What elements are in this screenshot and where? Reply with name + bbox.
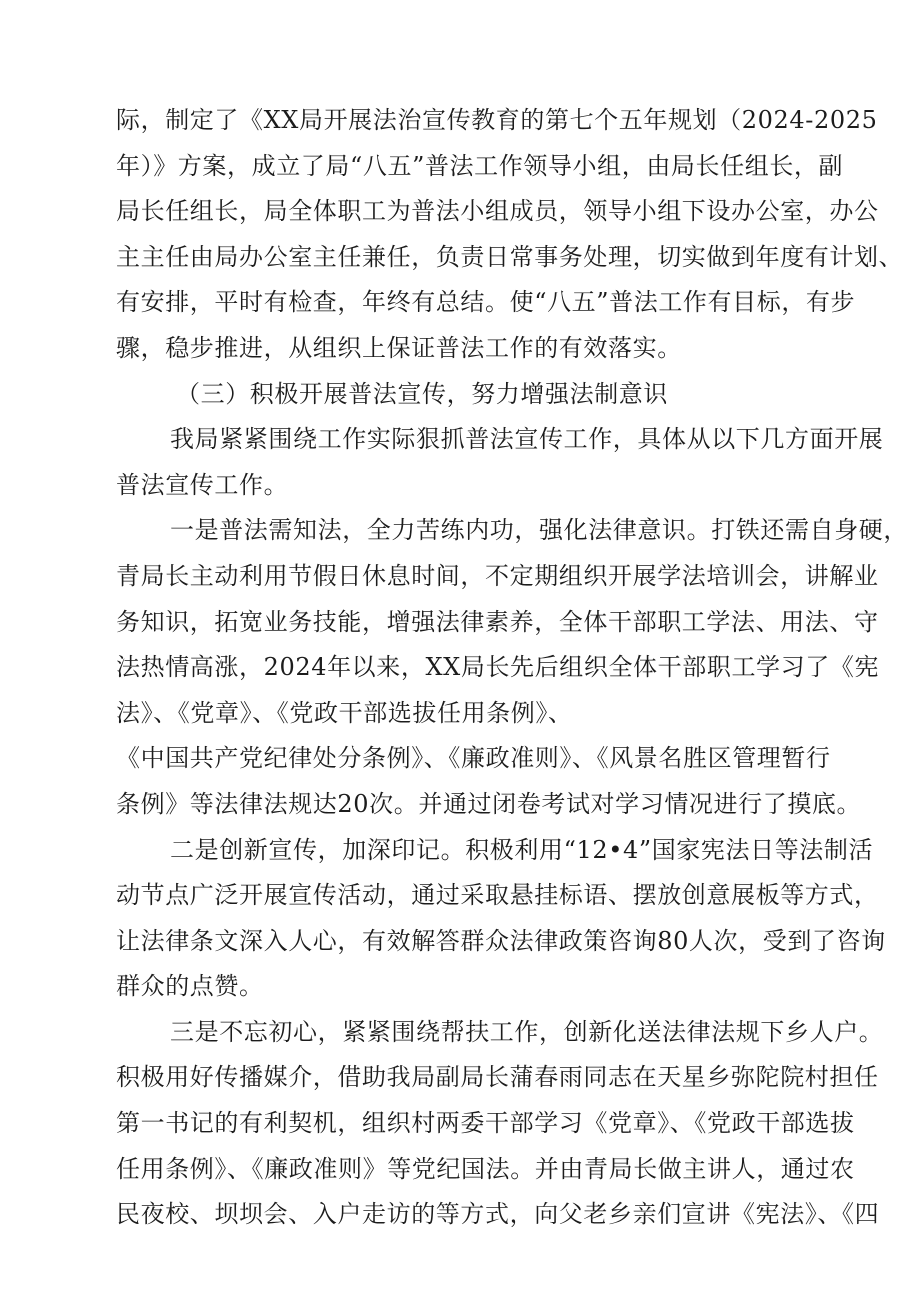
- text-line: 第一书记的有利契机，组织村两委干部学习《党章》、《党政干部选拔: [116, 1109, 855, 1138]
- text-line: 积极用好传播媒介，借助我局副局长蒲春雨同志在天星乡弥陀院村担任: [116, 1063, 879, 1092]
- text-line: 民夜校、坝坝会、入户走访的等方式，向父老乡亲们宣讲《宪法》、《四: [116, 1200, 880, 1229]
- text-line: 一是普法需知法，全力苦练内功，强化法律意识。打铁还需自身硬，: [170, 516, 908, 545]
- text-line: 任用条例》、《廉政准则》等党纪国法。并由青局长做主讲人，通过农: [116, 1154, 855, 1183]
- text-line: 动节点广泛开展宣传活动，通过采取悬挂标语、摆放创意展板等方式，: [116, 881, 879, 910]
- section-heading: （三）积极开展普法宣传，努力增强法制意识: [176, 379, 668, 408]
- text-line: 年）》方案，成立了局“八五”普法工作领导小组，由局长任组长，副: [116, 151, 844, 180]
- text-line: 法热情高涨，2024年以来，XX局长先后组织全体干部职工学习了《宪: [116, 653, 880, 682]
- text-line: 《中国共产党纪律处分条例》、《廉政准则》、《风景名胜区管理暂行: [116, 744, 831, 773]
- text-line: 际，制定了《XX局开展法治宣传教育的第七个五年规划（2024-2025: [116, 106, 878, 134]
- text-line: 让法律条文深入人心，有效解答群众法律政策咨询80人次，受到了咨询: [116, 926, 886, 955]
- text-line: 三是不忘初心，紧紧围绕帮扶工作，创新化送法律法规下乡人户。: [170, 1017, 884, 1046]
- text-line: 普法宣传工作。: [116, 470, 289, 499]
- text-line: 我局紧紧围绕工作实际狠抓普法宣传工作，具体从以下几方面开展: [170, 425, 884, 454]
- text-line: 有安排，平时有检查，年终有总结。使“八五”普法工作有目标，有步: [116, 288, 856, 317]
- text-line: 法》、《党章》、《党政干部选拔任用条例》、: [116, 698, 573, 727]
- text-line: 骤，稳步推进，从组织上保证普法工作的有效落实。: [116, 333, 682, 362]
- text-line: 青局长主动利用节假日休息时间，不定期组织开展学法培训会，讲解业: [116, 561, 879, 590]
- text-line: 务知识，拓宽业务技能，增强法律素养，全体干部职工学法、用法、守: [116, 607, 879, 636]
- text-line: 二是创新宣传，加深印记。积极利用“12•4”国家宪法日等法制活: [170, 835, 874, 864]
- text-line: 主主任由局办公室主任兼任，负责日常事务处理，切实做到年度有计划、: [116, 242, 904, 271]
- text-line: 条例》等法律法规达20次。并通过闭卷考试对学习情况进行了摸底。: [116, 789, 862, 818]
- document-body: [116, 98, 908, 1238]
- text-line: 群众的点赞。: [116, 972, 264, 1001]
- text-line: 局长任组长，局全体职工为普法小组成员，领导小组下设办公室，办公: [116, 197, 879, 226]
